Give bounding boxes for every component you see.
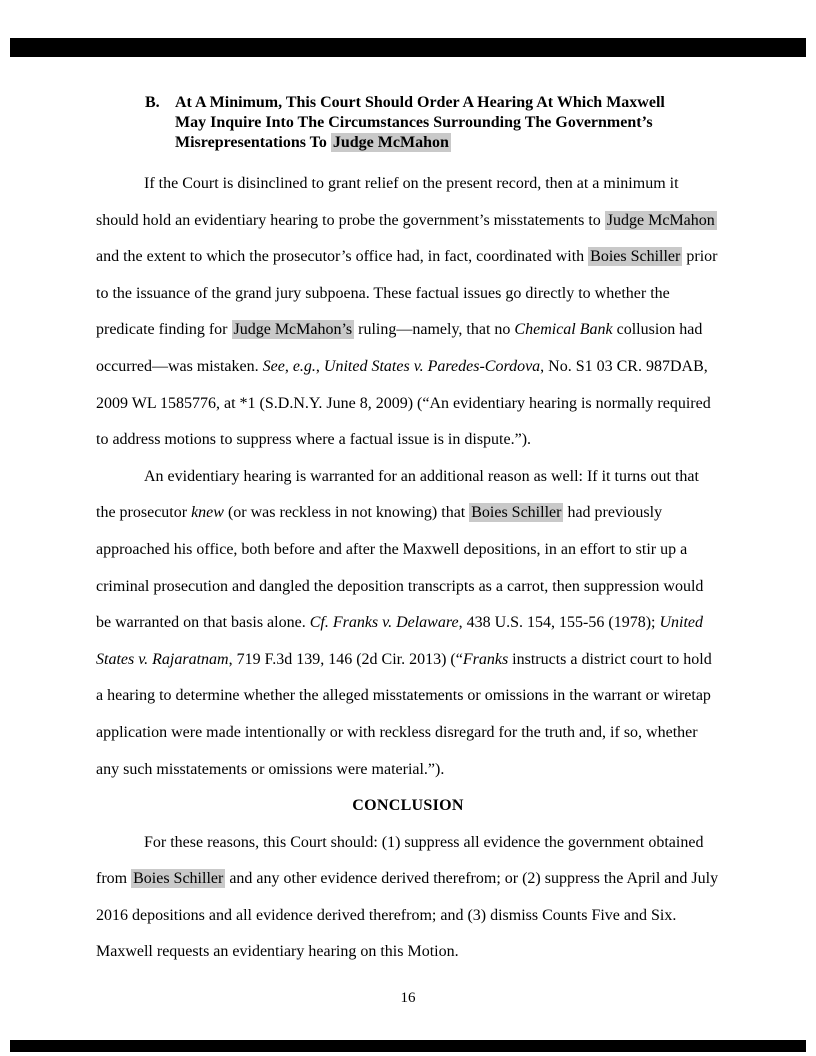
text-line <box>96 166 736 203</box>
text-run: May Inquire Into The Circumstances Surrounding The Government’s <box>175 114 653 131</box>
text-run: , <box>284 357 293 375</box>
text-run: predicate finding for <box>96 321 232 339</box>
conclusion-paragraph <box>96 825 736 971</box>
text-line <box>96 239 736 276</box>
text-run: , No. S1 03 CR. 987DAB, <box>540 357 708 375</box>
italic-text: Cf. Franks v. Delaware <box>309 614 459 632</box>
redaction-bar-top <box>10 38 806 57</box>
text-run: Maxwell requests an evidentiary hearing on this Motion. <box>96 943 459 961</box>
text-line <box>96 276 736 313</box>
text-run: criminal prosecution and dangled the deposition transcripts as a carrot, then suppression would <box>96 577 704 595</box>
italic-text: States v. Rajaratnam <box>96 650 229 668</box>
highlighted-text: Judge McMahon <box>606 211 715 229</box>
highlighted-text: Boies Schiller <box>471 504 562 522</box>
text-line <box>96 459 736 496</box>
text-run: , <box>315 357 324 375</box>
text-run: a hearing to determine whether the alleged misstatements or omissions in the warrant or wiretap <box>96 687 711 705</box>
text-line <box>96 861 736 898</box>
text-line <box>96 715 736 752</box>
text-line <box>96 312 736 349</box>
text-run: ruling—namely, that no <box>354 321 515 339</box>
italic-text: United States v. Paredes-Cordova <box>323 357 541 375</box>
text-line <box>96 495 736 532</box>
section-heading <box>145 93 745 153</box>
text-line <box>96 203 736 240</box>
italic-text: Franks <box>462 650 509 668</box>
italic-text: See <box>262 357 285 375</box>
text-run: should hold an evidentiary hearing to probe the government’s misstatements to <box>96 211 605 229</box>
text-run: Misrepresentations To <box>175 134 331 151</box>
conclusion-heading: CONCLUSION <box>352 797 464 815</box>
text-run: had previously <box>563 504 663 522</box>
text-run: 2016 depositions and all evidence derived therefrom; and (3) dismiss Counts Five and Six. <box>96 906 677 924</box>
text-run: any such misstatements or omissions were material.”). <box>96 760 445 778</box>
highlighted-text: Boies Schiller <box>133 870 224 888</box>
text-run: At A Minimum, This Court Should Order A Hearing At Which Maxwell <box>175 94 665 111</box>
text-run: 2009 WL 1585776, at *1 (S.D.N.Y. June 8, 2009) (“An evidentiary hearing is normally required <box>96 394 711 412</box>
text-run: An evidentiary hearing is warranted for an additional reason as well: If it turns out that <box>144 467 699 485</box>
text-line <box>96 678 736 715</box>
text-line <box>96 532 736 569</box>
text-run: For these reasons, this Court should: (1) suppress all evidence the government obtained <box>144 833 704 851</box>
document-body <box>96 166 736 971</box>
text-run: collusion had <box>612 321 703 339</box>
text-line <box>96 386 736 423</box>
italic-text: United <box>659 614 704 632</box>
section-heading-text <box>175 93 665 153</box>
redaction-bar-bottom <box>10 1040 806 1052</box>
paragraph-1 <box>96 166 736 459</box>
text-line <box>96 752 736 789</box>
text-run: and any other evidence derived therefrom; or (2) suppress the April and July <box>225 870 719 888</box>
text-line <box>96 934 736 971</box>
text-run: If the Court is disinclined to grant relief on the present record, then at a minimum it <box>144 175 679 192</box>
text-line <box>96 422 736 459</box>
text-run: instructs a district court to hold <box>508 650 712 668</box>
text-run: and the extent to which the prosecutor’s office had, in fact, coordinated with <box>96 248 589 266</box>
highlighted-text: Boies Schiller <box>590 248 681 266</box>
text-line <box>96 569 736 606</box>
text-line <box>175 113 665 133</box>
italic-text: knew <box>191 504 224 522</box>
text-line <box>96 605 736 642</box>
text-run: , 719 F.3d 139, 146 (2d Cir. 2013) (“ <box>228 650 463 668</box>
text-run: application were made intentionally or with reckless disregard for the truth and, if so, whether <box>96 723 698 741</box>
text-run: , 438 U.S. 154, 155-56 (1978); <box>458 614 660 632</box>
text-run: to the issuance of the grand jury subpoena. These factual issues go directly to whether the <box>96 284 670 302</box>
text-run: occurred—was mistaken. <box>96 357 263 375</box>
text-run: approached his office, both before and after the Maxwell depositions, in an effort to stir up a <box>96 540 688 558</box>
text-line <box>96 825 736 862</box>
highlighted-text: Judge McMahon <box>332 134 449 151</box>
highlighted-text: Judge McMahon’s <box>233 321 353 339</box>
text-run: (or was reckless in not knowing) that <box>223 504 470 522</box>
text-run: the prosecutor <box>96 504 192 522</box>
italic-text: Chemical Bank <box>514 321 613 339</box>
page-number: 16 <box>400 990 416 1006</box>
text-run: to address motions to suppress where a factual issue is in dispute.”). <box>96 431 532 449</box>
section-heading-label: B. <box>145 94 160 111</box>
text-run: prior <box>682 248 718 266</box>
text-run: be warranted on that basis alone. <box>96 614 310 632</box>
text-line <box>175 133 665 153</box>
text-run: from <box>96 870 132 888</box>
text-line <box>96 898 736 935</box>
paragraph-2 <box>96 459 736 788</box>
text-line <box>96 349 736 386</box>
italic-text: e.g. <box>292 357 316 375</box>
text-line <box>175 93 665 113</box>
text-line <box>96 642 736 679</box>
